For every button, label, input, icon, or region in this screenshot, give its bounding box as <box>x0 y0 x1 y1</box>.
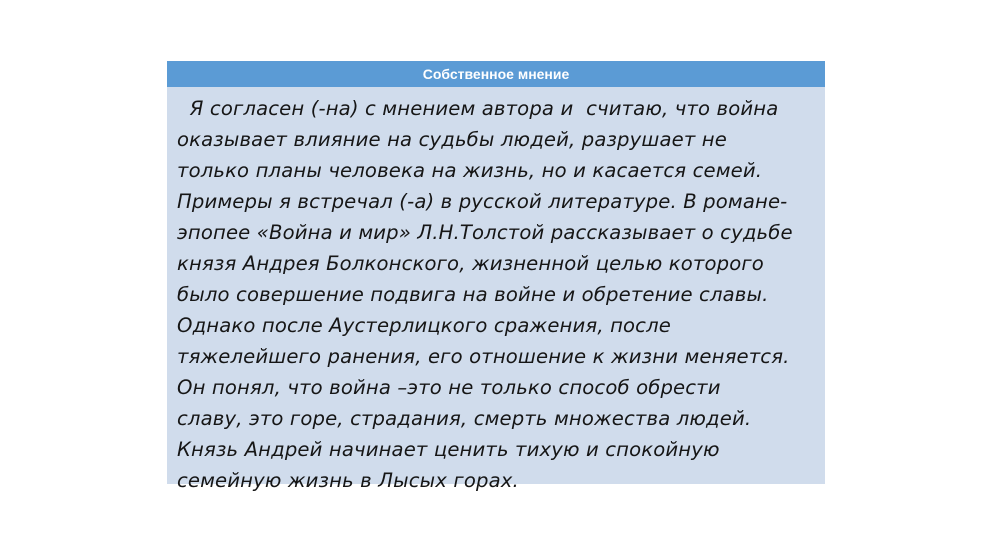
text-line: Он понял, что война –это не только способ обрести <box>177 376 721 399</box>
text-line: Князь Андрей начинает ценить тихую и спокойную <box>177 438 720 461</box>
text-line: князя Андрея Болконского, жизненной целью которого <box>177 252 764 275</box>
text-line: только планы человека на жизнь, но и касается семей. <box>177 159 763 182</box>
card-title: Собственное мнение <box>167 61 825 87</box>
text-line: Примеры я встречал (-а) в русской литературе. В романе- <box>177 190 788 213</box>
opinion-card <box>166 60 826 492</box>
text-line: эпопее «Война и мир» Л.Н.Толстой рассказывает о судьбе <box>177 221 793 244</box>
text-line: Однако после Аустерлицкого сражения, после <box>177 314 671 337</box>
text-line: тяжелейшего ранения, его отношение к жизни меняется. <box>177 345 790 368</box>
text-line: Я согласен (-на) с мнением автора и считаю, что война <box>177 97 779 120</box>
text-line: семейную жизнь в Лысых горах. <box>177 469 519 492</box>
card-body <box>167 87 825 492</box>
text-line: оказывает влияние на судьбы людей, разрушает не <box>177 128 727 151</box>
text-line: было совершение подвига на войне и обретение славы. <box>177 283 769 306</box>
text-line: славу, это горе, страдания, смерть множества людей. <box>177 407 752 430</box>
